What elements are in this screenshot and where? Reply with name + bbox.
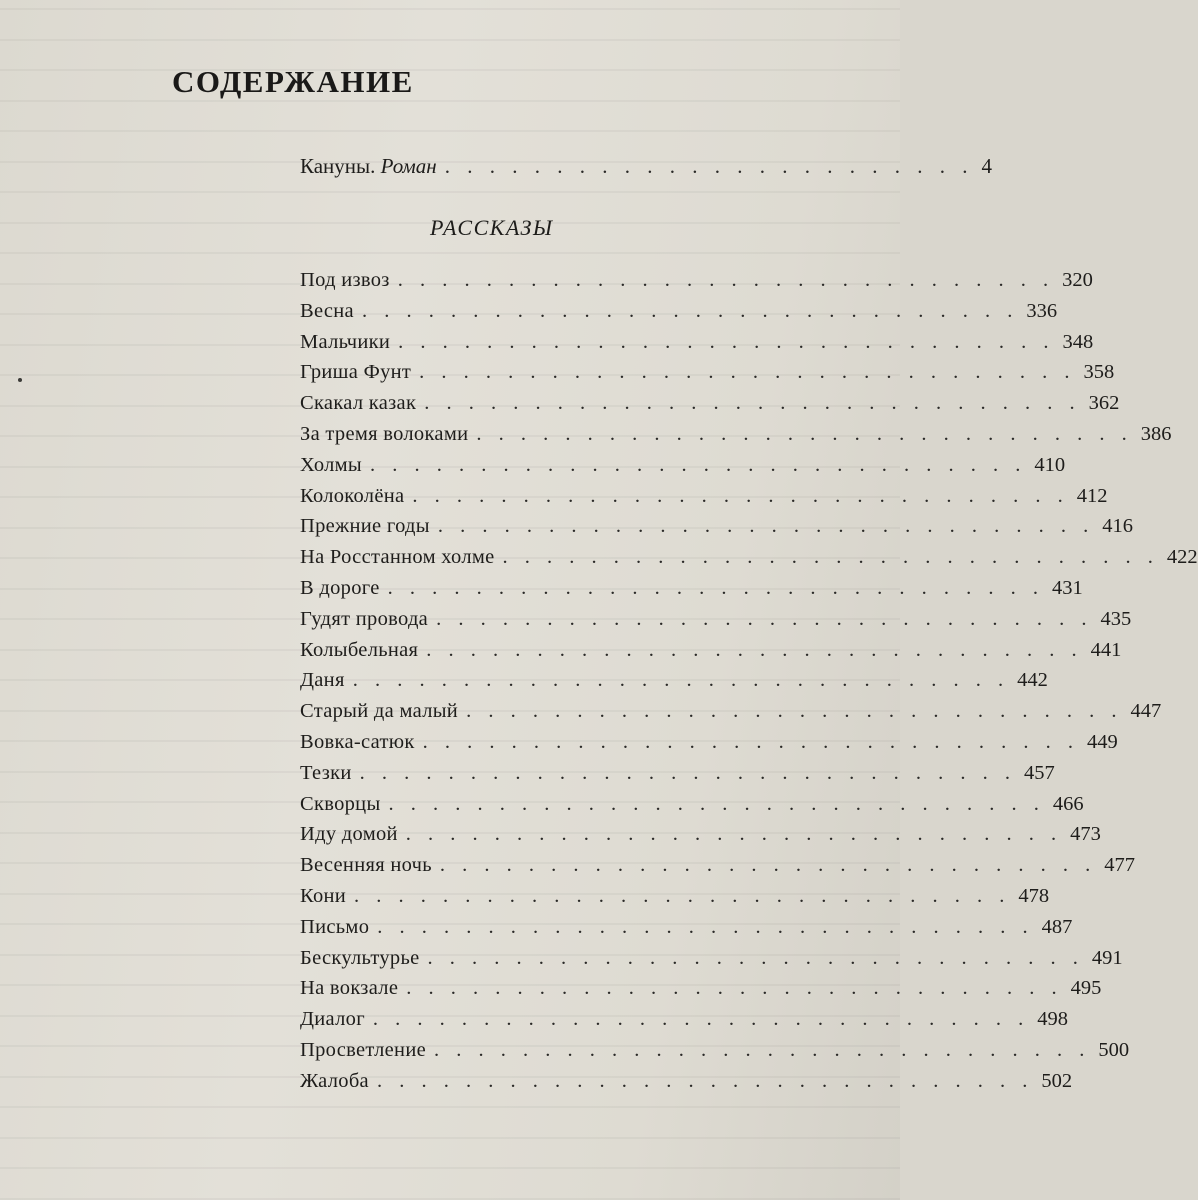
leader-dots: . . . . . . . . . . . . . . . . . . . . . . . . . . . . . . bbox=[388, 792, 1045, 815]
toc-entry-title: На вокзале bbox=[300, 977, 399, 1000]
leader-dots: . . . . . . . . . . . . . . . . . . . . . . . . . . . . . . bbox=[376, 1069, 1034, 1092]
toc-entry-title: Иду домой bbox=[300, 823, 398, 846]
toc-entry bbox=[300, 1008, 1069, 1039]
toc-entry-title: Бескультурье bbox=[300, 946, 420, 969]
toc-entry-title: Под извоз bbox=[300, 269, 390, 291]
toc-entry-page: 348 bbox=[1062, 330, 1094, 353]
novel-title: Кануны. Роман bbox=[300, 154, 437, 178]
show-through-line bbox=[0, 1106, 900, 1108]
toc-entry-page: 498 bbox=[1037, 1008, 1069, 1031]
toc-entry bbox=[300, 392, 1120, 423]
toc-entry-page: 416 bbox=[1102, 515, 1133, 538]
leader-dots: . . . . . . . . . . . . . . . . . . . . . . . . . . . . . . bbox=[372, 1008, 1030, 1031]
leader-dots: . . . . . . . . . . . . . . . . . . . . . . . . . . . . . . bbox=[387, 576, 1044, 599]
toc-entry bbox=[300, 576, 1083, 608]
toc-entry-page: 336 bbox=[1026, 299, 1058, 322]
leader-dots: . . . . . . . . . . . . . . . . . . . . . . . . . . . . . . bbox=[361, 299, 1019, 322]
toc-entry-page: 466 bbox=[1052, 792, 1084, 815]
toc-entry-title: Вовка-сатюк bbox=[300, 730, 415, 753]
toc-entry-page: 491 bbox=[1091, 946, 1123, 969]
toc-entry-title: Скворцы bbox=[300, 792, 381, 815]
toc-entry bbox=[300, 546, 1198, 577]
toc-entry-title: На Росстанном холме bbox=[300, 546, 495, 569]
show-through-line bbox=[0, 8, 900, 10]
leader-dots: . . . . . . . . . . . . . . . . . . . . . . . . . . . . . . bbox=[369, 453, 1027, 476]
toc-entry-page: 447 bbox=[1130, 700, 1162, 723]
toc-entry-page: 478 bbox=[1018, 884, 1050, 907]
toc-entry bbox=[300, 638, 1122, 670]
toc-entry-title: Даня bbox=[300, 669, 345, 692]
toc-entry-title: В дороге bbox=[300, 576, 380, 599]
novel-genre: Роман bbox=[380, 154, 437, 178]
leader-dots: . . . . . . . . . . . . . . . . . . . . . . . . . . . . . . bbox=[377, 915, 1034, 938]
toc-entry-title: Тезки bbox=[300, 761, 352, 784]
leader-dots: . . . . . . . . . . . . . . . . . . . . . . . . . . . . . . bbox=[466, 700, 1123, 723]
toc-entry-page: 435 bbox=[1100, 607, 1132, 630]
leader-dots: . . . . . . . . . . . . . . . . . . . . . . . . . . . . . . bbox=[422, 730, 1080, 753]
toc-entry-title: Весенняя ночь bbox=[300, 854, 432, 877]
toc-entry-page: 358 bbox=[1083, 361, 1115, 384]
leader-dots: . . . . . . . . . . . . . . . . . . . . . . . . bbox=[444, 154, 974, 178]
toc-entry-title: Колоколёна bbox=[300, 484, 405, 507]
toc-entry-title: Письмо bbox=[300, 915, 370, 938]
toc-entry-page: 487 bbox=[1041, 915, 1073, 938]
leader-dots: . . . . . . . . . . . . . . . . . . . . . . . . . . . . . . bbox=[427, 946, 1084, 969]
leader-dots: . . . . . . . . . . . . . . . . . . . . . . . . . . . . . . bbox=[424, 392, 1081, 415]
toc-entry-page: 500 bbox=[1098, 1038, 1130, 1061]
toc-entry-title: За тремя волоками bbox=[300, 422, 469, 445]
leader-dots: . . . . . . . . . . . . . . . . . . . . . . . . . . . . . . bbox=[439, 854, 1097, 877]
leader-dots: . . . . . . . . . . . . . . . . . . . . . . . . . . . . . . bbox=[502, 546, 1159, 569]
toc-entry bbox=[300, 269, 1093, 300]
toc-entry-page: 449 bbox=[1087, 730, 1118, 753]
leader-dots: . . . . . . . . . . . . . . . . . . . . . . . . . . . . . . bbox=[437, 515, 1095, 538]
toc-entry-page: 422 bbox=[1166, 546, 1198, 569]
toc-entry bbox=[300, 669, 1048, 700]
leader-dots: . . . . . . . . . . . . . . . . . . . . . . . . . . . . . . bbox=[436, 607, 1093, 630]
toc-entry-page: 477 bbox=[1104, 854, 1136, 877]
toc-entry bbox=[300, 823, 1101, 854]
toc-entry bbox=[300, 946, 1123, 978]
toc-entry bbox=[300, 422, 1172, 454]
section-title: РАССКАЗЫ bbox=[430, 215, 554, 240]
toc-entry-page: 441 bbox=[1090, 638, 1122, 661]
toc-entry bbox=[300, 730, 1118, 762]
toc-entry-page: 412 bbox=[1076, 484, 1108, 507]
toc-entry-title: Просветление bbox=[300, 1038, 426, 1061]
toc-entry-page: 431 bbox=[1052, 576, 1083, 599]
toc-entry-title: Весна bbox=[300, 299, 354, 322]
show-through-line bbox=[0, 1198, 900, 1200]
toc-entry-title: Старый да малый bbox=[300, 700, 459, 723]
toc-novel-entry bbox=[300, 154, 992, 186]
toc-entry bbox=[300, 484, 1108, 516]
toc-entry-title: Холмы bbox=[300, 453, 362, 476]
toc-entry-title: Колыбельная bbox=[300, 638, 419, 661]
leader-dots: . . . . . . . . . . . . . . . . . . . . . . . . . . . . . . bbox=[354, 884, 1011, 907]
page-title: СОДЕРЖАНИЕ bbox=[172, 64, 414, 99]
toc-entry bbox=[300, 361, 1115, 392]
toc-entry-page: 457 bbox=[1024, 761, 1055, 784]
toc-entry-title: Гудят провода bbox=[300, 607, 429, 630]
toc-entry bbox=[300, 854, 1136, 885]
toc-entry bbox=[300, 607, 1132, 639]
toc-entry bbox=[300, 453, 1066, 485]
toc-entry-page: 386 bbox=[1140, 422, 1172, 445]
show-through-line bbox=[0, 69, 900, 71]
toc-entry bbox=[300, 761, 1055, 793]
toc-entry bbox=[300, 700, 1162, 731]
margin-dot bbox=[18, 378, 22, 382]
show-through-line bbox=[0, 130, 900, 132]
show-through-line bbox=[0, 191, 900, 193]
toc-entry-page: 362 bbox=[1088, 392, 1120, 415]
toc-entry-title: Мальчики bbox=[300, 330, 391, 353]
toc-entry bbox=[300, 330, 1094, 362]
toc-entry bbox=[300, 515, 1133, 546]
toc-entry-page: 502 bbox=[1041, 1069, 1073, 1092]
toc-list bbox=[300, 269, 1198, 1101]
leader-dots: . . . . . . . . . . . . . . . . . . . . . . . . . . . . . . bbox=[419, 361, 1076, 384]
toc-entry bbox=[300, 884, 1050, 916]
toc-entry-title: Диалог bbox=[300, 1008, 365, 1031]
show-through-line bbox=[0, 39, 900, 41]
leader-dots: . . . . . . . . . . . . . . . . . . . . . . . . . . . . . . bbox=[397, 269, 1055, 291]
toc-entry bbox=[300, 915, 1073, 947]
toc-entry-title: Кони bbox=[300, 884, 347, 907]
toc-entry-page: 495 bbox=[1070, 977, 1102, 1000]
leader-dots: . . . . . . . . . . . . . . . . . . . . . . . . . . . . . . bbox=[405, 823, 1063, 846]
show-through-line bbox=[0, 1137, 900, 1139]
toc-entry-page: 320 bbox=[1062, 269, 1093, 291]
toc-entry-page: 442 bbox=[1017, 669, 1048, 692]
leader-dots: . . . . . . . . . . . . . . . . . . . . . . . . . . . . . . bbox=[406, 977, 1063, 1000]
leader-dots: . . . . . . . . . . . . . . . . . . . . . . . . . . . . . . bbox=[359, 761, 1016, 784]
leader-dots: . . . . . . . . . . . . . . . . . . . . . . . . . . . . . . bbox=[434, 1038, 1091, 1061]
toc-entry bbox=[300, 792, 1084, 824]
toc-entry-page: 410 bbox=[1034, 453, 1066, 476]
toc-entry bbox=[300, 1038, 1130, 1070]
toc-entry-title: Гриша Фунт bbox=[300, 361, 412, 384]
leader-dots: . . . . . . . . . . . . . . . . . . . . . . . . . . . . . . bbox=[426, 638, 1083, 661]
show-through-line bbox=[0, 252, 900, 254]
leader-dots: . . . . . . . . . . . . . . . . . . . . . . . . . . . . . . bbox=[412, 484, 1069, 507]
show-through-line bbox=[0, 1167, 900, 1169]
leader-dots: . . . . . . . . . . . . . . . . . . . . . . . . . . . . . . bbox=[352, 669, 1010, 692]
leader-dots: . . . . . . . . . . . . . . . . . . . . . . . . . . . . . . bbox=[398, 330, 1055, 353]
toc-entry bbox=[300, 299, 1058, 331]
toc-entry-title: Жалоба bbox=[300, 1069, 369, 1092]
toc-entry-title: Прежние годы bbox=[300, 515, 430, 538]
toc-entry bbox=[300, 1069, 1073, 1101]
leader-dots: . . . . . . . . . . . . . . . . . . . . . . . . . . . . . . bbox=[476, 422, 1133, 445]
toc-entry-page: 473 bbox=[1070, 823, 1101, 846]
novel-page-number: 4 bbox=[981, 154, 992, 178]
toc-entry bbox=[300, 977, 1102, 1008]
toc-entry-title: Скакал казак bbox=[300, 392, 417, 415]
show-through-line bbox=[0, 100, 900, 102]
